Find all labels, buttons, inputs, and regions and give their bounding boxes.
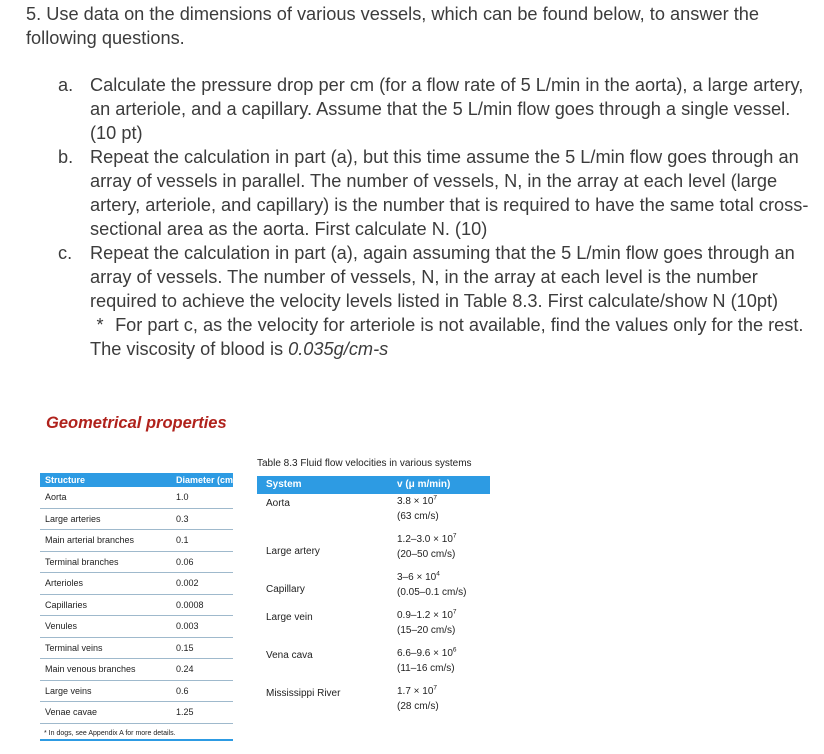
- diameter-cell: 0.0008: [176, 599, 204, 610]
- table-row: [40, 487, 233, 509]
- diameter-cell: 1.25: [176, 707, 194, 717]
- structure-cell: Terminal veins: [45, 642, 103, 653]
- part-c-note: [58, 313, 818, 361]
- col-system: System: [266, 479, 302, 490]
- structure-cell: Terminal branches: [45, 556, 119, 567]
- velocity-value: 1.7 × 10: [397, 686, 434, 697]
- table-row: [40, 530, 233, 552]
- system-cell: Capillary: [266, 584, 305, 595]
- table-row: [40, 638, 233, 660]
- part-label: b.: [58, 147, 74, 167]
- col-velocity: v (μ m/min): [397, 479, 451, 490]
- velocity-value: 6.6–9.6 × 10: [397, 648, 453, 659]
- geometry-header: [40, 473, 233, 487]
- velocity-cm-per-s: (28 cm/s): [397, 701, 439, 712]
- structure-cell: Venules: [45, 621, 78, 631]
- table-row: [40, 595, 233, 617]
- part-text: Repeat the calculation in part (a), but this time assume the 5 L/min flow goes through an array of vessels in parallel. The number of vessels, N, in the array at each level (large artery, arteriole, and capillary) is the number that is required to have the same total cross-sectional area as the aorta. First calculate N. (10): [90, 147, 809, 239]
- velocity-cm-per-s: (11–16 cm/s): [397, 663, 455, 674]
- velocity-cm-per-s: (0.05–0.1 cm/s): [397, 587, 467, 598]
- table-row: [257, 646, 490, 684]
- structure-cell: Main venous branches: [45, 664, 136, 674]
- system-cell: Large artery: [266, 546, 320, 557]
- velocity-cell: [397, 684, 439, 714]
- velocity-table: [257, 476, 490, 722]
- structure-cell: Aorta: [45, 492, 67, 502]
- velocity-value: 3.8 × 10: [397, 496, 434, 507]
- table-row: [257, 570, 490, 608]
- structure-cell: Capillaries: [45, 599, 88, 610]
- velocity-cell: [397, 494, 439, 524]
- table-row: [257, 532, 490, 570]
- system-cell: Vena cava: [266, 650, 313, 661]
- structure-cell: Main arterial branches: [45, 535, 135, 545]
- table-row: [40, 702, 233, 724]
- diameter-cell: 1.0: [176, 492, 189, 502]
- diameter-cell: 0.6: [176, 685, 189, 696]
- velocity-cell: [397, 608, 457, 638]
- table-row: [40, 659, 233, 681]
- part-label: a.: [58, 75, 74, 95]
- velocity-exponent: 4: [436, 570, 440, 578]
- velocity-cm-per-s: (63 cm/s): [397, 511, 439, 522]
- diameter-cell: 0.3: [176, 513, 189, 524]
- diameter-cell: 0.1: [176, 535, 189, 545]
- velocity-cm-per-s: (20–50 cm/s): [397, 549, 456, 560]
- viscosity-value: 0.035g/cm-s: [288, 339, 389, 359]
- velocity-exponent: 6: [452, 646, 457, 654]
- diameter-cell: 0.24: [176, 664, 194, 674]
- col-diameter: Diameter (cm: [176, 475, 233, 485]
- diameter-cell: 0.002: [176, 578, 199, 588]
- table-row: [40, 509, 233, 531]
- geometry-table: [40, 473, 233, 741]
- part-label: c.: [58, 243, 73, 263]
- problem-intro: 5. Use data on the dimensions of various vessels, which can be found below, to answer the following questions.: [26, 4, 759, 48]
- diameter-cell: 0.003: [176, 621, 199, 631]
- table-row: [40, 573, 233, 595]
- question-part-b: [58, 145, 818, 241]
- note-asterisk: *: [96, 315, 104, 335]
- velocity-value: 0.9–1.2 × 10: [397, 610, 453, 621]
- system-cell: Large vein: [266, 612, 313, 623]
- question-part-a: [58, 73, 818, 145]
- velocity-header: [257, 476, 490, 494]
- table-row: [257, 684, 490, 722]
- col-structure: Structure: [45, 475, 86, 485]
- velocity-cell: [397, 570, 466, 600]
- table-row: [40, 681, 233, 703]
- note-text: For part c, as the velocity for arteriole is not available, find the values only for the rest. The viscosity of blood is: [90, 315, 804, 359]
- velocity-exponent: 7: [452, 608, 457, 616]
- table-row: [257, 608, 490, 646]
- table83-caption: Table 8.3 Fluid flow velocities in various systems: [257, 458, 472, 469]
- velocity-cell: [397, 646, 457, 676]
- velocity-exponent: 7: [433, 684, 438, 692]
- velocity-value: 3–6 × 10: [397, 572, 437, 583]
- question-part-c: [58, 241, 818, 313]
- geometry-footnote: * In dogs, see Appendix A for more details.: [44, 729, 176, 737]
- system-cell: Aorta: [266, 498, 290, 509]
- table-row: [257, 494, 490, 532]
- velocity-exponent: 7: [433, 494, 438, 502]
- table-row: [40, 552, 233, 574]
- velocity-cm-per-s: (15–20 cm/s): [397, 625, 456, 636]
- question-list: [58, 73, 818, 361]
- structure-cell: Large veins: [45, 685, 92, 696]
- velocity-exponent: 7: [452, 532, 457, 540]
- diameter-cell: 0.06: [176, 556, 194, 567]
- structure-cell: Arterioles: [45, 578, 84, 588]
- system-cell: Mississippi River: [266, 688, 341, 699]
- geometry-title: Geometrical properties: [46, 414, 227, 432]
- table-row: [40, 616, 233, 638]
- structure-cell: Venae cavae: [45, 707, 98, 717]
- velocity-value: 1.2–3.0 × 10: [397, 534, 453, 545]
- geometry-bottom-rule: [40, 739, 233, 741]
- part-text: Repeat the calculation in part (a), again assuming that the 5 L/min flow goes through an array of vessels. The number of vessels, N, in the array at each level is the number required to achieve the velocity levels listed in Table 8.3. First calculate/show N (10pt): [90, 243, 795, 311]
- structure-cell: Large arteries: [45, 513, 101, 524]
- part-text: Calculate the pressure drop per cm (for a flow rate of 5 L/min in the aorta), a large artery, an arteriole, and a capillary. Assume that the 5 L/min flow goes through a single vessel. (10 pt): [90, 75, 804, 143]
- velocity-cell: [397, 532, 457, 562]
- diameter-cell: 0.15: [176, 642, 194, 653]
